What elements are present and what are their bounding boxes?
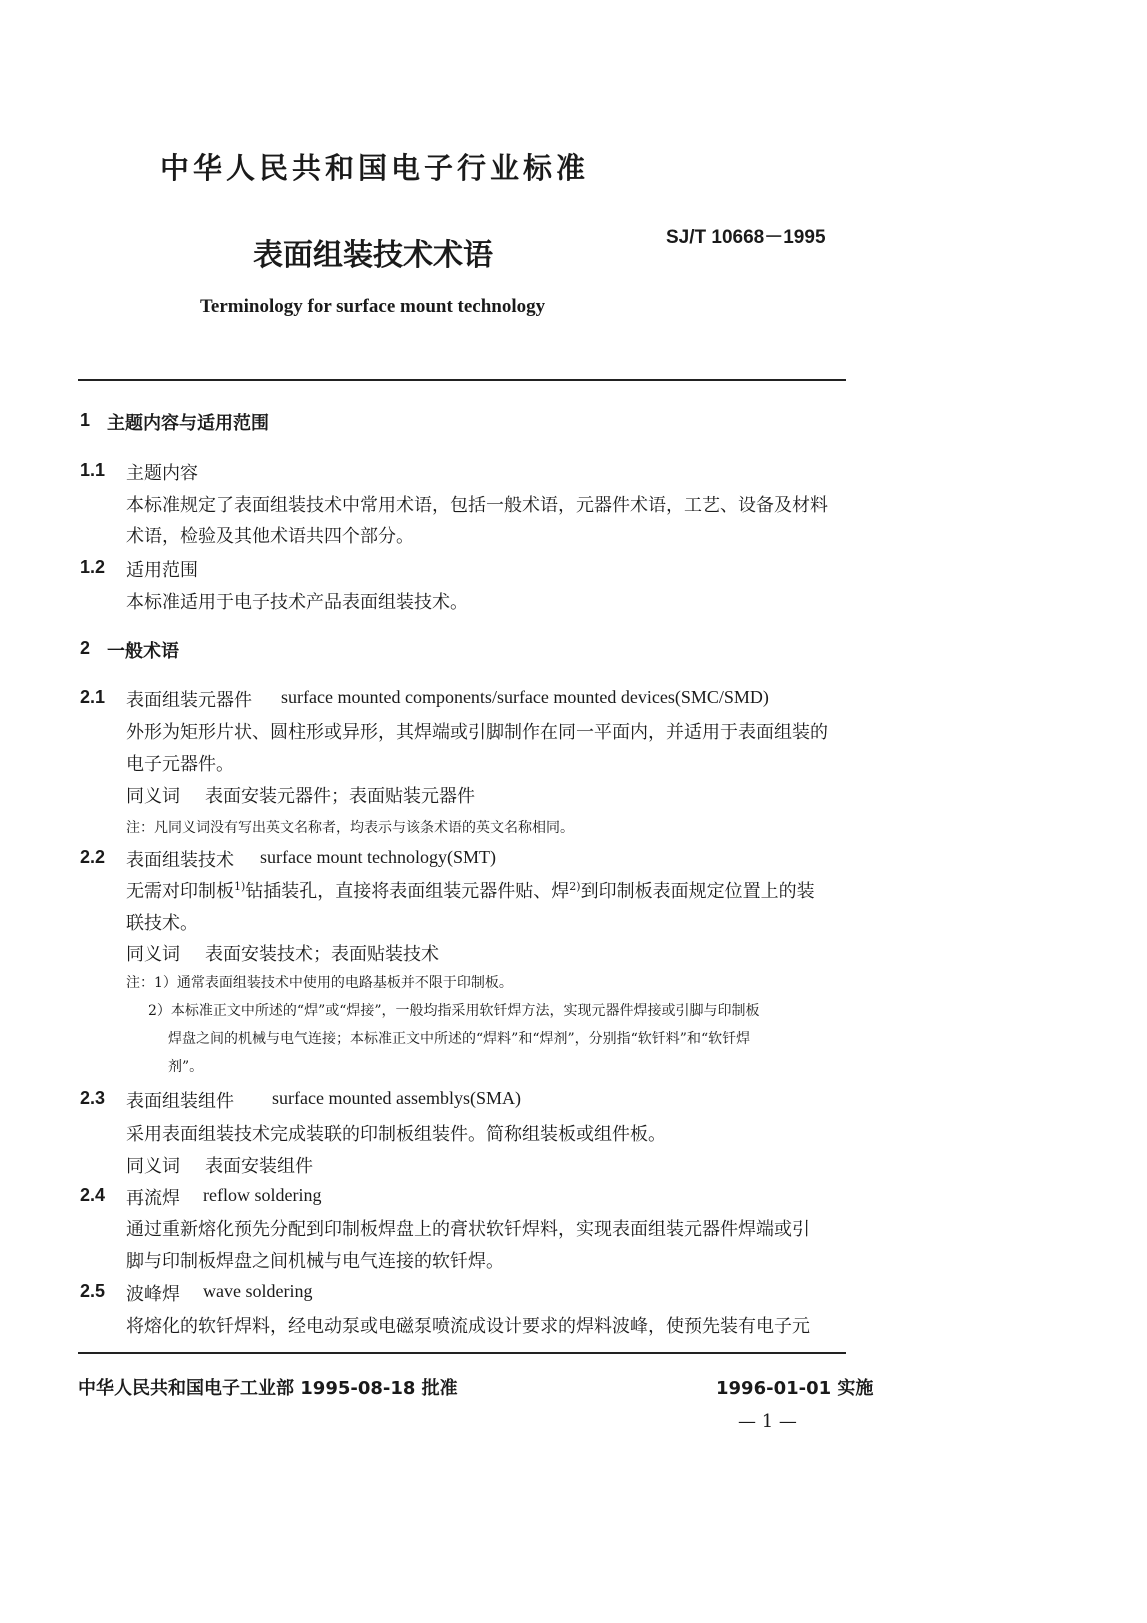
term-english: surface mount technology(SMT)	[260, 847, 496, 867]
note-text: 注：1）通常表面组装技术中使用的电路基板并不限于印制板。	[126, 975, 513, 991]
clause-number: 1.1	[80, 460, 106, 480]
term-chinese: 表面组装组件	[126, 1091, 234, 1112]
clause-text: 本标准适用于电子技术产品表面组装技术。	[126, 592, 468, 613]
synonym-text: 表面安装元器件；表面贴装元器件	[205, 786, 475, 807]
synonym-label: 同义词	[126, 1156, 180, 1177]
term-chinese: 表面组装技术	[126, 850, 234, 871]
section-number: 2	[80, 638, 91, 658]
footnote-ref: 1)	[234, 880, 246, 893]
term-english: surface mounted components/surface mounted devices(SMC/SMD)	[281, 687, 769, 707]
synonym-text: 表面安装技术；表面贴装技术	[205, 944, 439, 965]
term-english: surface mounted assemblys(SMA)	[272, 1088, 521, 1108]
term-chinese: 波峰焊	[126, 1284, 180, 1305]
term-chinese: 再流焊	[126, 1188, 180, 1209]
issuing-authority-title: 中华人民共和国电子行业标准	[160, 151, 590, 185]
synonym-label: 同义词	[126, 786, 180, 807]
clause-title: 适用范围	[126, 560, 198, 581]
definition-segment: 钻插装孔，直接将表面组装元器件贴、焊	[245, 881, 570, 902]
document-title: 表面组装技术术语	[253, 238, 493, 273]
note-text: 剂”。	[168, 1059, 204, 1075]
definition-text: 外形为矩形片状、圆柱形或异形，其焊端或引脚制作在同一平面内，并适用于表面组装的	[126, 722, 828, 743]
clause-text: 本标准规定了表面组装技术中常用术语，包括一般术语，元器件术语，工艺、设备及材料	[126, 495, 828, 516]
definition-segment: 到印制板表面规定位置上的装	[580, 881, 815, 902]
footnote-ref: 2)	[569, 880, 581, 893]
section-number: 1	[80, 410, 91, 430]
definition-text: 采用表面组装技术完成装联的印制板组装件。简称组装板或组件板。	[126, 1124, 666, 1145]
clause-title: 主题内容	[126, 463, 198, 484]
synonym-text: 表面安装组件	[205, 1156, 313, 1177]
note-text: 注：凡同义词没有写出英文名称者，均表示与该条术语的英文名称相同。	[126, 820, 574, 836]
note-text: 焊盘之间的机械与电气连接；本标准正文中所述的“焊料”和“焊剂”，分别指“软钎料”和“软钎焊	[168, 1031, 751, 1047]
definition-text: 脚与印制板焊盘之间机械与电气连接的软钎焊。	[126, 1251, 504, 1272]
definition-text: 将熔化的软钎焊料，经电动泵或电磁泵喷流成设计要求的焊料波峰，使预先装有电子元	[126, 1316, 810, 1337]
standard-code: SJ/T 10668－1995	[666, 227, 826, 248]
definition-text: 通过重新熔化预先分配到印制板焊盘上的膏状软钎焊料，实现表面组装元器件焊端或引	[126, 1219, 810, 1240]
clause-number: 2.3	[80, 1088, 106, 1108]
definition-text: 联技术。	[126, 913, 198, 934]
footer-rule	[78, 1352, 846, 1354]
clause-number: 2.4	[80, 1185, 106, 1205]
term-chinese: 表面组装元器件	[126, 690, 252, 711]
header-rule	[78, 379, 846, 381]
definition-segment: 无需对印制板	[126, 881, 234, 902]
definition-text	[126, 877, 815, 903]
clause-text: 术语，检验及其他术语共四个部分。	[126, 526, 414, 547]
clause-number: 2.5	[80, 1281, 106, 1301]
clause-number: 2.2	[80, 847, 106, 867]
clause-number: 2.1	[80, 687, 106, 707]
term-english: wave soldering	[203, 1281, 313, 1301]
synonym-label: 同义词	[126, 944, 180, 965]
section-heading: 一般术语	[107, 641, 179, 662]
term-english: reflow soldering	[203, 1185, 322, 1205]
section-heading: 主题内容与适用范围	[107, 413, 269, 434]
approval-line: 中华人民共和国电子工业部 1995-08-18 批准	[78, 1378, 458, 1399]
note-text: 2）本标准正文中所述的“焊”或“焊接”，一般均指采用软钎焊方法，实现元器件焊接或引脚与印制板	[148, 1003, 760, 1019]
page-number: — 1 —	[738, 1411, 797, 1432]
english-title: Terminology for surface mount technology	[200, 296, 546, 317]
clause-number: 1.2	[80, 557, 106, 577]
effective-date: 1996-01-01 实施	[716, 1378, 874, 1399]
definition-text: 电子元器件。	[126, 754, 234, 775]
